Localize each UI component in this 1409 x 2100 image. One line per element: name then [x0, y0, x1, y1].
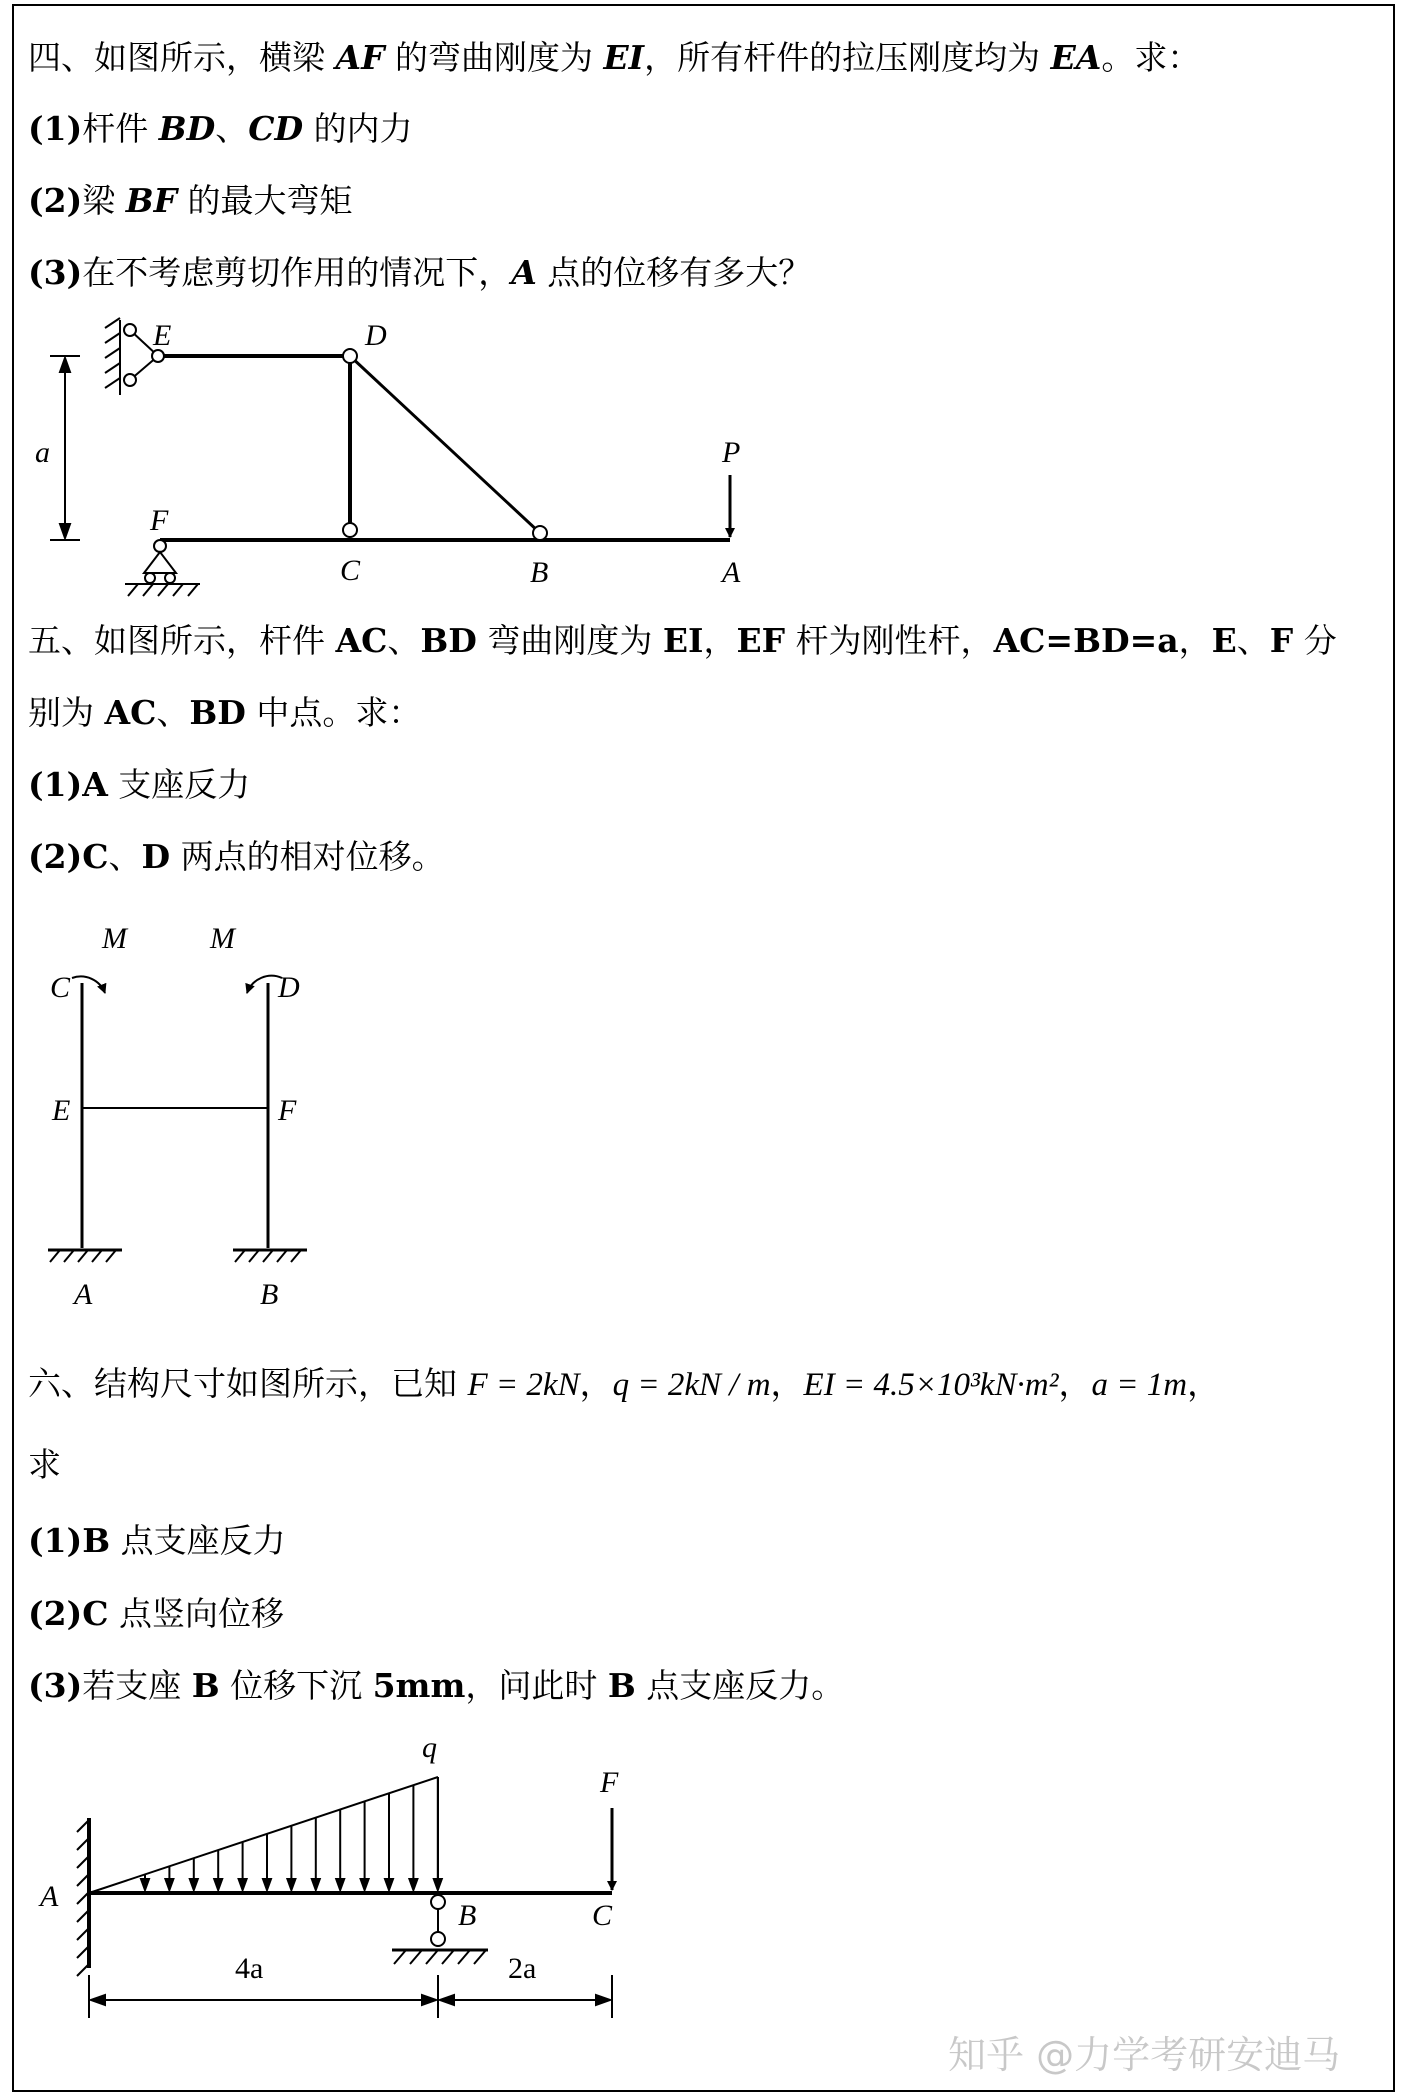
load-arrow-head	[190, 1879, 198, 1890]
label-F: F	[150, 504, 169, 537]
fixed-wall-A	[77, 1818, 89, 1976]
figure-problem5-labels	[50, 922, 300, 1311]
member-BD	[350, 356, 540, 533]
label-F: F	[278, 1094, 297, 1127]
p5-question-2: (2)C、D 两点的相对位移。	[28, 837, 445, 876]
load-arrow-head	[239, 1879, 247, 1890]
label-D: D	[278, 971, 300, 1004]
label-dim-2a: 2a	[508, 1952, 537, 1985]
figure-problem6-labels	[38, 1731, 619, 1985]
label-M-left: M	[102, 922, 127, 955]
label-C: C	[50, 971, 71, 1004]
figure-problem4-labels	[35, 319, 741, 589]
hinge-D	[343, 349, 357, 363]
load-arrow-head	[409, 1879, 417, 1890]
distributed-load-arrows	[141, 1777, 442, 1890]
load-arrow-head	[287, 1879, 295, 1890]
load-arrow-head	[165, 1879, 173, 1890]
load-arrow-head	[312, 1879, 320, 1890]
fixed-support-B	[233, 1250, 307, 1262]
watermark: 知乎 @力学考研安迪马	[948, 2033, 1341, 2077]
label-E: E	[52, 1094, 71, 1127]
label-D: D	[365, 319, 387, 352]
label-A: A	[722, 556, 741, 589]
p6-question-1: (1)B 点支座反力	[28, 1521, 286, 1560]
p6-statement-line2: 求	[28, 1445, 61, 1484]
load-arrow-head	[385, 1879, 393, 1890]
label-A: A	[40, 1880, 59, 1913]
label-a: a	[35, 436, 50, 469]
label-B: B	[458, 1899, 477, 1932]
hinge-C	[343, 523, 357, 537]
label-P: P	[722, 436, 741, 469]
p4-question-3: (3)在不考虑剪切作用的情况下，A 点的位移有多大？	[28, 253, 812, 292]
label-C: C	[592, 1899, 613, 1932]
figure-problem4	[50, 318, 730, 596]
pin-support-F	[125, 540, 200, 596]
p5-statement-line2: 别为 AC、BD 中点。求：	[28, 693, 422, 732]
p4-question-1: (1)杆件 BD、CD 的内力	[28, 109, 413, 148]
load-arrow-head	[141, 1879, 149, 1890]
figure-problem5	[48, 976, 307, 1262]
label-B: B	[530, 556, 549, 589]
p5-question-1: (1)A 支座反力	[28, 765, 251, 804]
p6-question-3: (3)若支座 B 位移下沉 5mm，问此时 B 点支座反力。	[28, 1666, 845, 1705]
label-B: B	[260, 1278, 279, 1311]
p4-statement: 四、如图所示，横梁 AF 的弯曲刚度为 EI，所有杆件的拉压刚度均为 EA。求：	[28, 38, 1201, 77]
label-E: E	[153, 319, 172, 352]
load-arrow-head	[263, 1879, 271, 1890]
p6-question-2: (2)C 点竖向位移	[28, 1594, 284, 1633]
p5-statement-line1: 五、如图所示，杆件 AC、BD 弯曲刚度为 EI，EF 杆为刚性杆，AC=BD=a，E、F 分	[28, 621, 1337, 660]
moment-M-at-C	[72, 976, 105, 993]
distributed-load-q	[89, 1777, 438, 1893]
label-C: C	[340, 554, 361, 587]
fixed-support-A	[48, 1250, 122, 1262]
label-A: A	[74, 1278, 93, 1311]
label-dim-4a: 4a	[235, 1952, 264, 1985]
hinge-B	[533, 526, 547, 540]
load-arrow-head	[336, 1879, 344, 1890]
label-M-right: M	[210, 922, 235, 955]
label-q: q	[422, 1731, 437, 1764]
load-arrow-head	[434, 1879, 442, 1890]
p4-question-2: (2)梁 BF 的最大弯矩	[28, 181, 353, 220]
p6-statement-line1: 六、结构尺寸如图所示，已知 F = 2kN，q = 2kN / m，EI = 4.5×10³kN·m²，a = 1m，	[28, 1364, 1221, 1403]
load-arrow-head	[214, 1879, 222, 1890]
moment-M-at-D	[247, 976, 282, 993]
label-F: F	[600, 1766, 619, 1799]
dimension-a	[50, 356, 80, 540]
load-arrow-head	[361, 1879, 369, 1890]
